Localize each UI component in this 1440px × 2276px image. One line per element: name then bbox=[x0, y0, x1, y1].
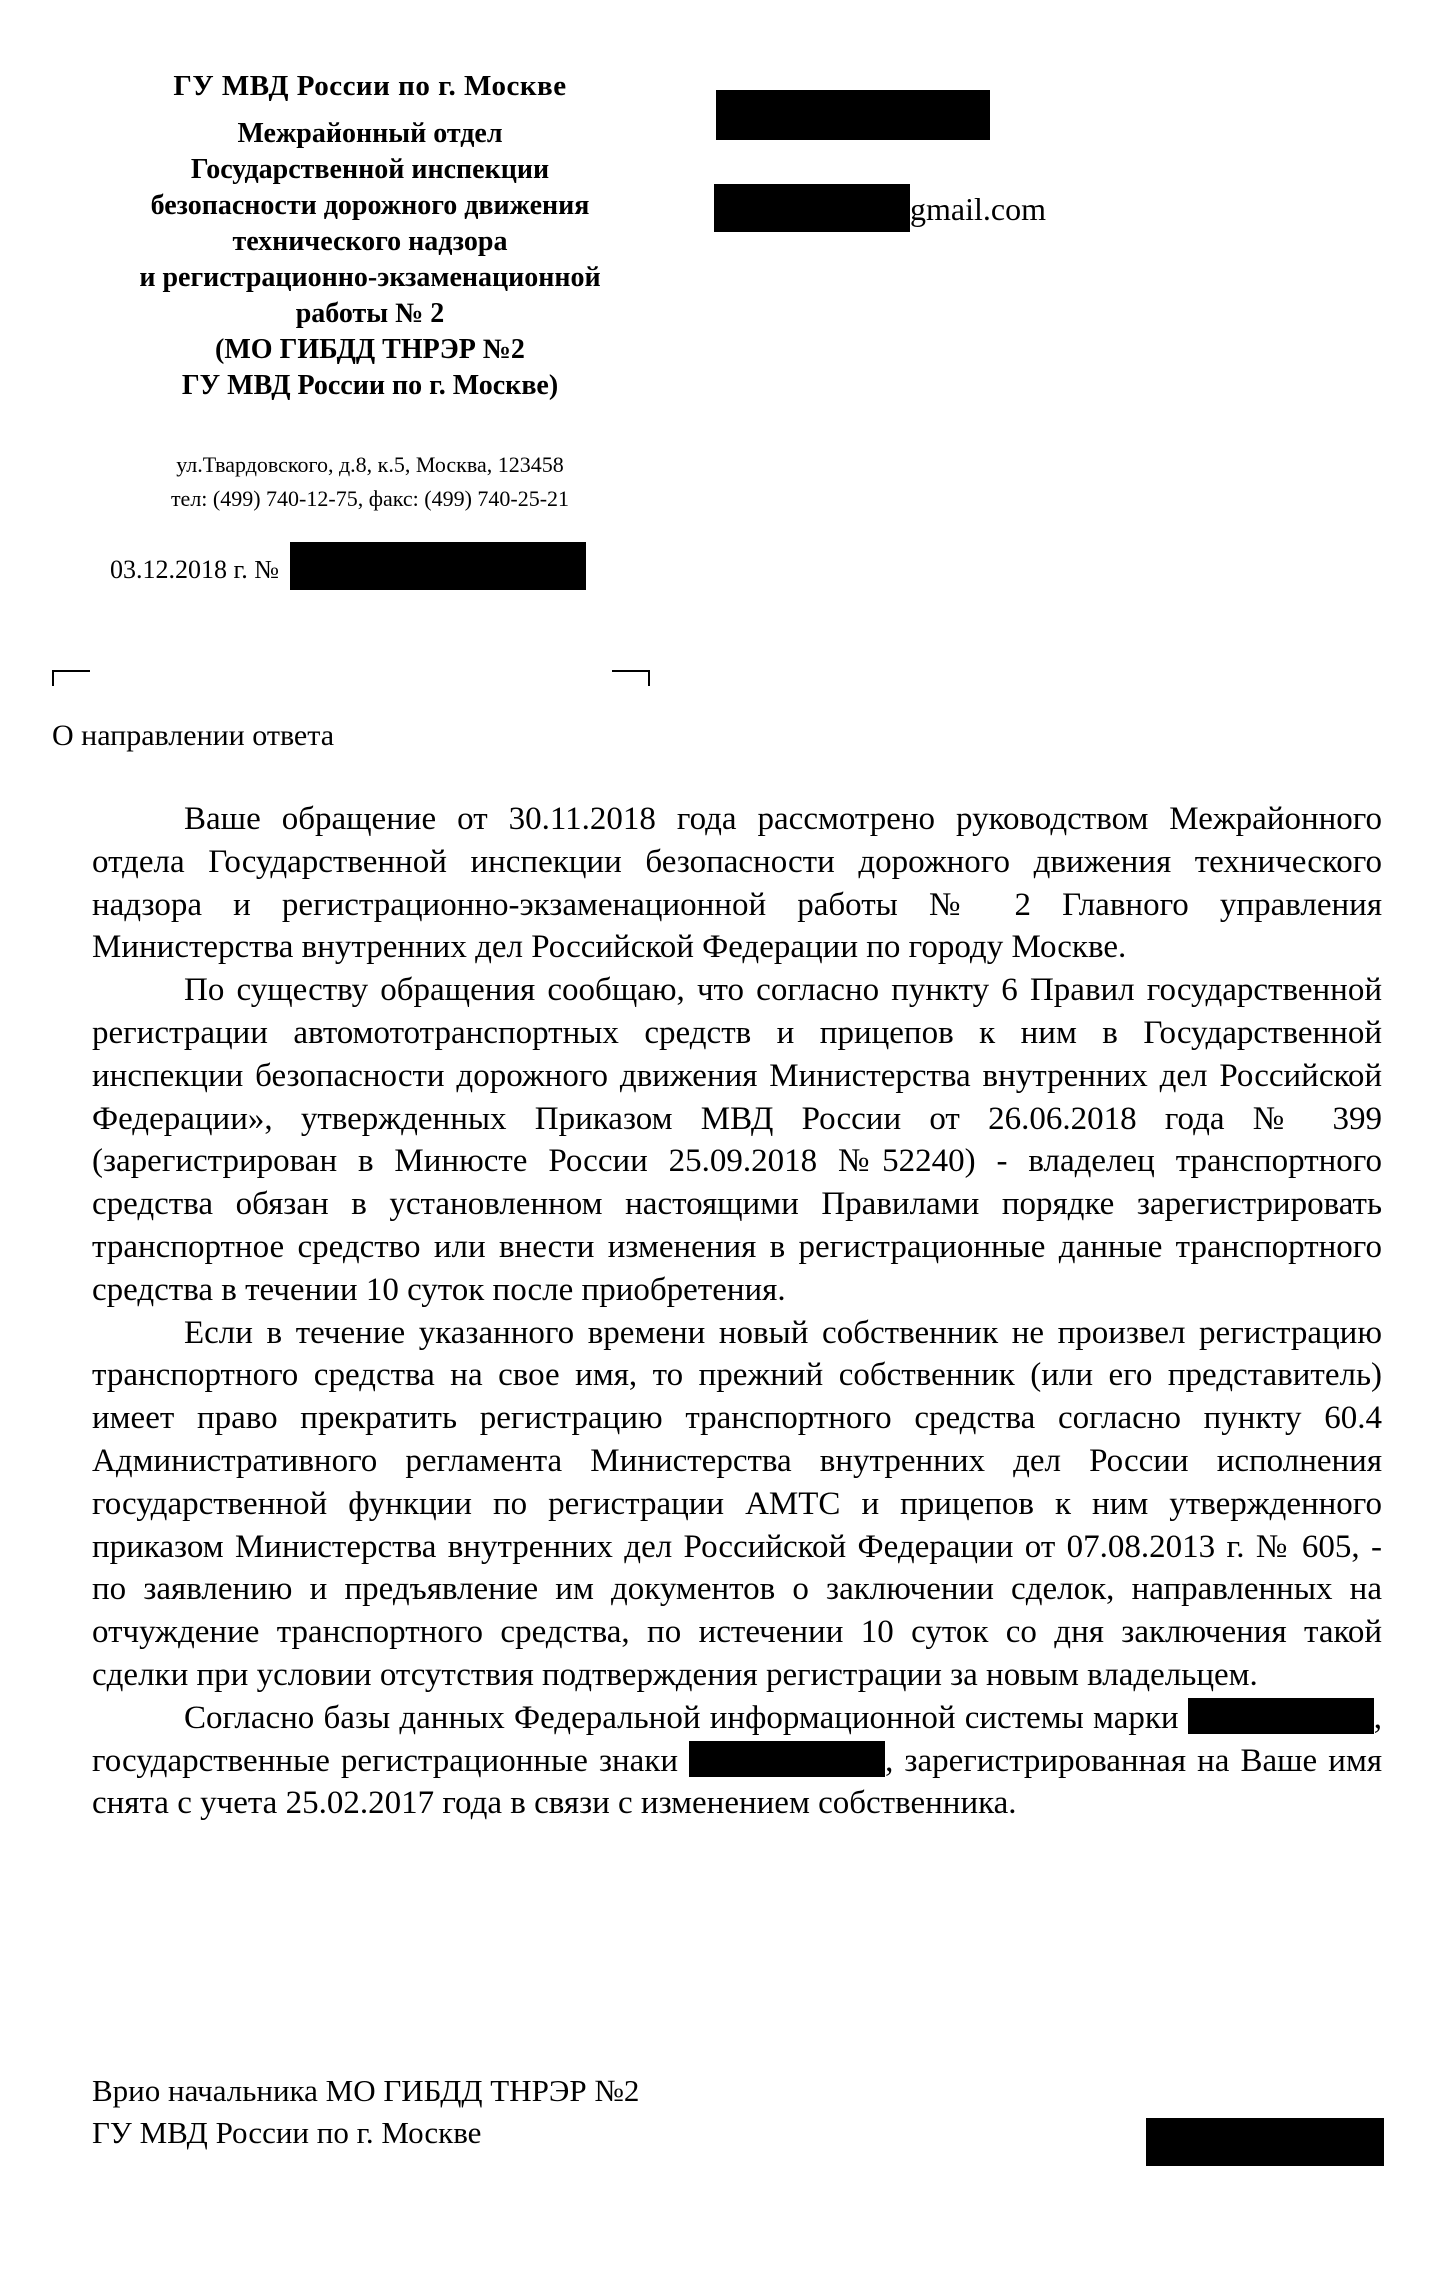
agency-line: безопасности дорожного движения bbox=[150, 190, 590, 221]
agency-line: и регистрационно-экзаменационной bbox=[139, 262, 601, 293]
signature-title: Врио начальника МО ГИБДД ТНРЭР №2 bbox=[92, 2073, 640, 2108]
agency-line: работы № 2 bbox=[295, 298, 445, 329]
paragraph: Если в течение указанного времени новый собственник не произвел регистрацию транспортного средства на свое имя, то прежний собственник (или его представитель) имеет право прекратить регистрацию транспортного средства согласно пункту 60.4 Административного регламента Министерства внутренних дел России исполнения государственной функции по регистрации АМТС и прицепов к ним утвержденного приказом Министерства внутренних дел Российской Федерации от 07.08.2013 г. № 605, - по заявлению и предъявление им документов о заключении сделок, направленных на отчуждение транспортного средства, по истечении 10 суток со дня заключения такой сделки при условии отсутствия подтверждения регистрации за новым владельцем. bbox=[92, 1314, 1382, 1693]
corner-bracket-right bbox=[612, 670, 650, 686]
agency-phones: тел: (499) 740-12-75, факс: (499) 740-25-21 bbox=[170, 486, 570, 511]
document-date-number bbox=[110, 542, 586, 590]
letter-body bbox=[92, 798, 1382, 1825]
paragraph-text: Согласно базы данных Федеральной информационной системы марки bbox=[184, 1699, 1179, 1736]
letter-subject: О направлении ответа bbox=[52, 719, 335, 752]
redacted-email-local-part bbox=[714, 184, 910, 232]
signature-block bbox=[92, 2070, 639, 2154]
paragraph: По существу обращения сообщаю, что согласно пункту 6 Правил государственной регистрации автомототранспортных средств и прицепов к ним в Государственной инспекции безопасности дорожного движения Министерства внутренних дел Российской Федерации», утвержденных Приказом МВД России от 26.06.2018 года № 399 (зарегистрирован в Минюсте России 25.09.2018 №52240) - владелец транспортного средства обязан в установленном настоящими Правилами порядке зарегистрировать транспортное средство или внести изменения в регистрационные данные транспортного средства в течении 10 суток после приобретения. bbox=[92, 972, 1382, 1308]
email-domain: gmail.com bbox=[910, 191, 1046, 227]
agency-line: ГУ МВД России по г. Москве bbox=[173, 70, 567, 102]
agency-line: Государственной инспекции bbox=[190, 154, 550, 185]
agency-line: (МО ГИБДД ТНРЭР №2 bbox=[215, 334, 525, 365]
agency-contacts bbox=[60, 448, 680, 516]
paragraph-text: , государственные регистрационные знаки bbox=[92, 1699, 1382, 1779]
paragraph bbox=[92, 1697, 1382, 1825]
paragraph: Ваше обращение от 30.11.2018 года рассмотрено руководством Межрайонного отдела Государственной инспекции безопасности дорожного движения технического надзора и регистрационно-экзаменационной работы № 2 Главного управления Министерства внутренних дел Российской Федерации по городу Москве. bbox=[92, 801, 1382, 966]
paragraph-text: , зарегистрированная на Ваше имя снята с учета 25.02.2017 года в связи с изменением собственника. bbox=[92, 1742, 1383, 1822]
agency-line: Межрайонный отдел bbox=[237, 118, 503, 149]
agency-address: ул.Твардовского, д.8, к.5, Москва, 123458 bbox=[176, 452, 564, 477]
document-date: 03.12.2018 г. № bbox=[110, 555, 280, 584]
redacted-recipient-name bbox=[716, 90, 990, 140]
redacted-vehicle-make bbox=[1188, 1698, 1374, 1734]
redacted-signature-name bbox=[1146, 2118, 1384, 2166]
agency-header bbox=[60, 68, 680, 404]
redacted-plate-number bbox=[689, 1741, 885, 1777]
recipient-email bbox=[714, 184, 1046, 232]
corner-bracket-left bbox=[52, 670, 90, 686]
agency-line: технического надзора bbox=[232, 226, 508, 257]
agency-line: ГУ МВД России по г. Москве) bbox=[181, 370, 559, 401]
redacted-document-number bbox=[290, 542, 586, 590]
signature-org: ГУ МВД России по г. Москве bbox=[92, 2115, 482, 2150]
